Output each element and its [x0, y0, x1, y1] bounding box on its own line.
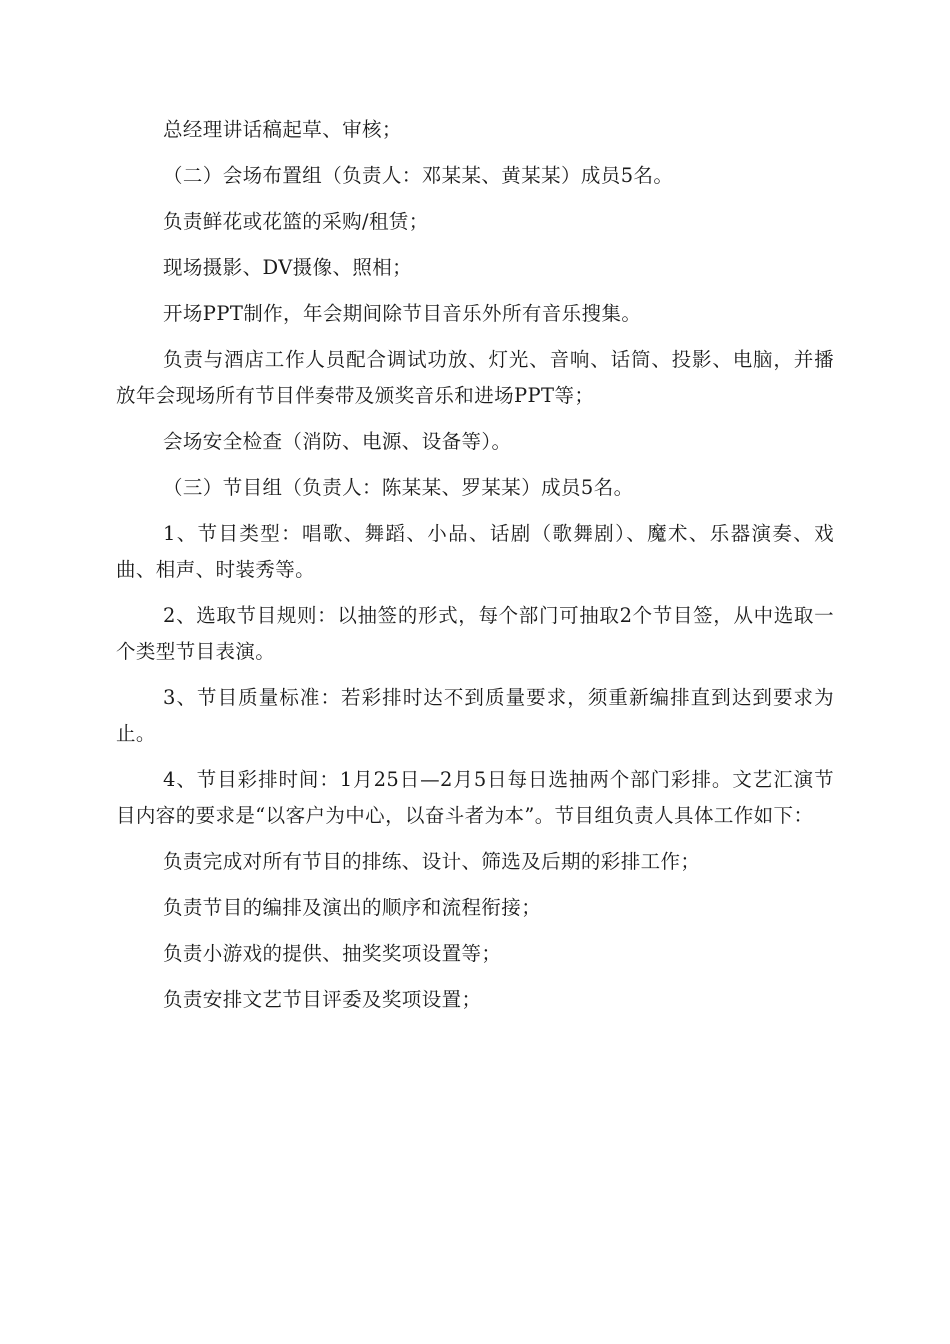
paragraph-flowers: 负责鲜花或花篮的采购/租赁；: [163, 210, 429, 233]
paragraph-speech-draft: 总经理讲话稿起草、审核；: [163, 118, 402, 141]
paragraph-games-prizes: 负责小游戏的提供、抽奖奖项设置等；: [163, 942, 502, 965]
paragraph-selection-rules: 2、选取节目规则：以抽签的形式，每个部门可抽取2个节目签，从中选取一个类型节目表演。: [116, 604, 834, 663]
paragraph-ppt-music: 开场PPT制作，年会期间除节目音乐外所有音乐搜集。: [163, 302, 642, 325]
paragraph-venue-group-heading: （二）会场布置组（负责人：邓某某、黄某某）成员5名。: [163, 164, 674, 187]
paragraph-safety-check: 会场安全检查（消防、电源、设备等）。: [163, 430, 512, 453]
paragraph-rehearsal-time: 4、节目彩排时间：1月25日—2月5日每日选抽两个部门彩排。文艺汇演节目内容的要求是“以客户为中心，以奋斗者为本”。节目组负责人具体工作如下：: [116, 768, 834, 827]
paragraph-program-group-heading: （三）节目组（负责人：陈某某、罗某某）成员5名。: [163, 476, 634, 499]
paragraph-quality-standard: 3、节目质量标准：若彩排时达不到质量要求，须重新编排直到达到要求为止。: [116, 686, 834, 745]
paragraph-judges: 负责安排文艺节目评委及奖项设置；: [163, 988, 482, 1011]
paragraph-rehearsal-work: 负责完成对所有节目的排练、设计、筛选及后期的彩排工作；: [163, 850, 701, 873]
paragraph-program-types: 1、节目类型：唱歌、舞蹈、小品、话剧（歌舞剧）、魔术、乐器演奏、戏曲、相声、时装秀等。: [116, 522, 834, 581]
paragraph-av-equipment: 负责与酒店工作人员配合调试功放、灯光、音响、话筒、投影、电脑，并播放年会现场所有节目伴奏带及颁奖音乐和进场PPT等；: [116, 348, 834, 407]
paragraph-photography: 现场摄影、DV摄像、照相；: [163, 256, 413, 279]
paragraph-program-order: 负责节目的编排及演出的顺序和流程衔接；: [163, 896, 542, 919]
document-body: [116, 112, 834, 1028]
